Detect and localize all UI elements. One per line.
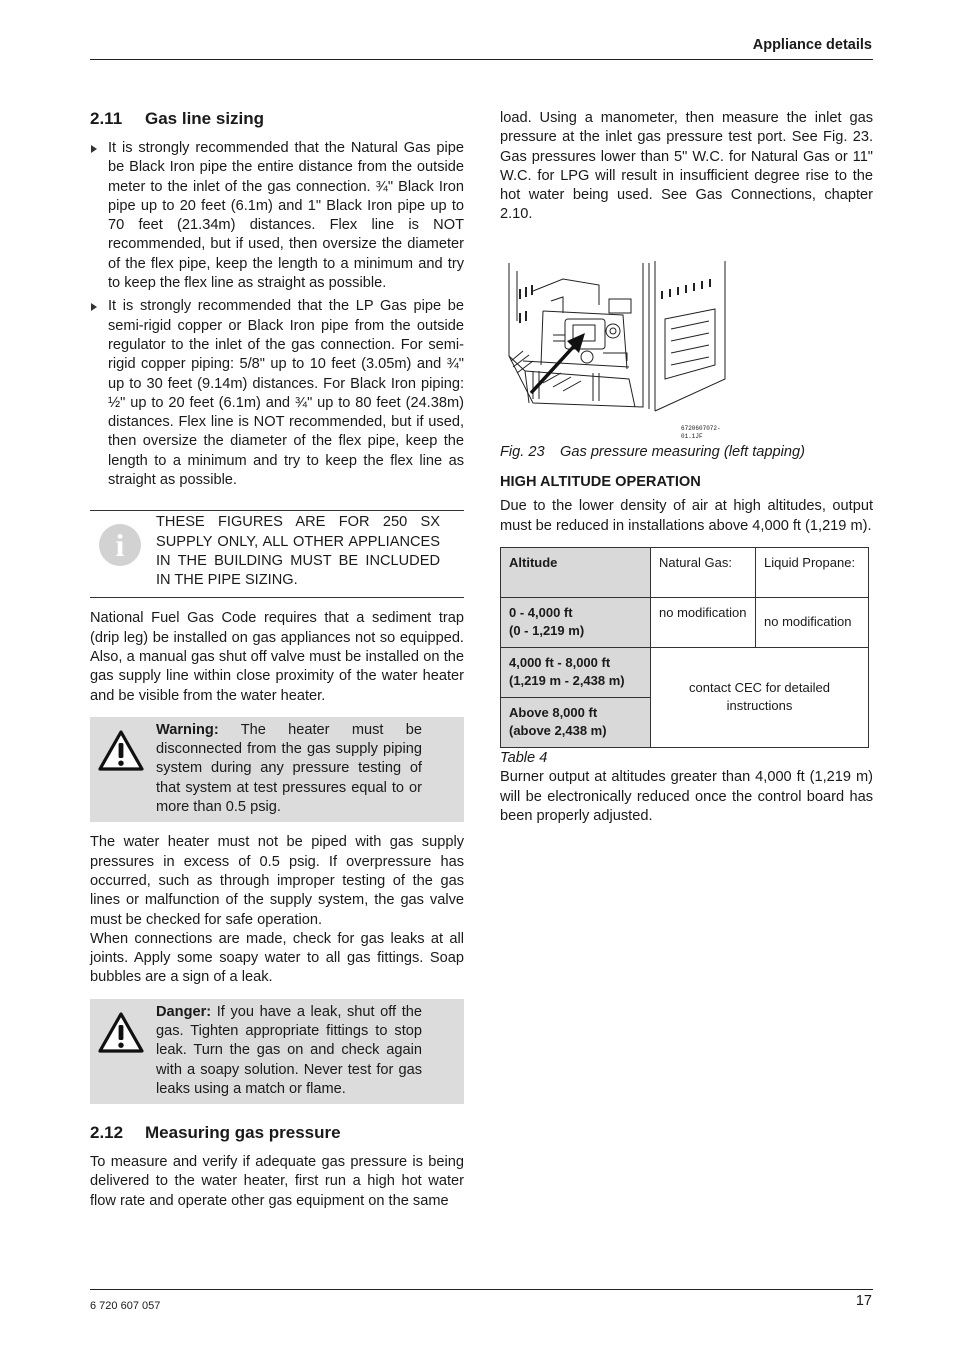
- high-altitude-closing: Burner output at altitudes greater than 4,000 ft (1,219 m) will be electronically reduced once the control board has been properly adjusted.: [500, 769, 873, 824]
- table-cell-altitude: [501, 597, 651, 647]
- table-cell: no modification: [756, 597, 869, 647]
- triangle-bullet-icon: [91, 303, 97, 311]
- running-header: Appliance details: [752, 37, 872, 53]
- table-header-cell: Liquid Propane:: [756, 547, 869, 597]
- section-heading-gas-line-sizing: [90, 108, 464, 130]
- footer-rule: [90, 1289, 873, 1290]
- document-number: 6 720 607 057: [90, 1300, 161, 1312]
- figure-code: 6720607072-01.1JF: [681, 424, 721, 440]
- table-caption: Table 4: [500, 749, 548, 766]
- table-cell-altitude: [501, 647, 651, 697]
- danger-text: If you have a leak, shut off the gas. Tighten appropriate fittings to stop leak. Turn the gas on and check again with a soapy solution. Never test for gas leaks using a match or flame.: [156, 1003, 422, 1097]
- list-item: [90, 139, 464, 293]
- figure-number: Fig. 23: [500, 443, 545, 460]
- high-altitude-heading: HIGH ALTITUDE OPERATION: [500, 474, 701, 491]
- danger-box: [90, 999, 464, 1104]
- danger-triangle-icon: [98, 1011, 144, 1053]
- water-heater-illustration: [503, 261, 729, 437]
- list-item-text: It is strongly recommended that the LP Gas pipe be semi-rigid copper or Black Iron pipe from the outside regulator to the inlet of the gas connection. For semi-rigid copper piping: 5/8" up to 10 feet (3.05m) and ¾" up to 30 feet (9.14m) distances. For Black Iron piping: ½" up to 20 feet (6.1m) and ¾" up to 80 feet (24.38m) distances. Flex line is NOT recommended, but if used, then oversize the diameter of the flex pipe, keep the length to a minimum and try to keep the flex line as straight as possible.: [108, 298, 464, 489]
- paragraph-fuel-code: National Fuel Gas Code requires that a sediment trap (drip leg) be installed on gas appliances not so equipped. Also, a manual gas shut off valve must be installed on the gas supply line within close proximity of the water heater and be visible from the water heater.: [90, 610, 464, 704]
- danger-label: Danger:: [156, 1003, 212, 1020]
- paragraph-leaks: When connections are made, check for gas leaks at all joints. Apply some soapy water to all gas fittings. Soap bubbles are a sign of a leak.: [90, 930, 464, 986]
- table-cell-altitude: [501, 697, 651, 747]
- table-header-row: [501, 547, 869, 597]
- high-altitude-intro: Due to the lower density of air at high altitudes, output must be reduced in installations above 4,000 ft (1,219 m).: [500, 498, 873, 534]
- header-rule: [90, 59, 873, 60]
- paragraph-measuring-right: load. Using a manometer, then measure the inlet gas pressure at the inlet gas pressure test port. See Fig. 23. Gas pressures lower than 5" W.C. for Natural Gas or 11" W.C. for LPG will result in insufficient degree rise to the hot water being used. See Gas Connections, chapter 2.10.: [500, 110, 873, 223]
- table-cell: no modification: [651, 597, 756, 647]
- section-title: Gas line sizing: [145, 109, 265, 128]
- altitude-m: (0 - 1,219 m): [509, 622, 585, 638]
- warning-triangle-icon: [98, 729, 144, 771]
- warning-text: The heater must be disconnected from the gas supply piping system during any pressure testing of that system at test pressures equal to or more than 0.5 psig.: [156, 721, 422, 816]
- left-column: [90, 108, 464, 1211]
- info-icon: i: [99, 524, 141, 566]
- altitude-ft: 0 - 4,000 ft: [509, 604, 573, 620]
- page-number: 17: [855, 1293, 872, 1309]
- altitude-m: (above 2,438 m): [509, 722, 607, 738]
- altitude-ft: Above 8,000 ft: [509, 704, 598, 720]
- triangle-bullet-icon: [91, 145, 97, 153]
- section-number: 2.11: [90, 109, 123, 128]
- right-column: [500, 109, 873, 826]
- list-item-text: It is strongly recommended that the Natural Gas pipe be Black Iron pipe the entire distance from the outside meter to the inlet of the gas connection. ¾" Black Iron pipe up to 20 feet (6.1m) and 1" Black Iron pipe up to 70 feet (21.34m) distances. Flex line is NOT recommended, but if used, then oversize the diameter of the flex pipe, keep the length to a minimum and try to keep the flex line as straight as possible.: [108, 140, 464, 292]
- table-row: [501, 647, 869, 697]
- table-cell-merged-note: [651, 647, 869, 747]
- paragraph-overpressure: The water heater must not be piped with gas supply pressures in excess of 0.5 psig. If overpressure has occurred, such as through improper testing of the gas lines or malfunction of the supply system, the gas valve must be checked for safe operation.: [90, 834, 464, 928]
- table-header-cell: Altitude: [501, 547, 651, 597]
- figure-gas-pressure-measuring: [503, 261, 729, 440]
- section-title: Measuring gas pressure: [145, 1123, 341, 1143]
- warning-box: [90, 717, 464, 822]
- table-row: [501, 597, 869, 647]
- list-item: [90, 297, 464, 490]
- figure-caption: [500, 443, 873, 462]
- warning-label: Warning:: [156, 721, 219, 738]
- section-heading-measuring-gas-pressure: [90, 1122, 464, 1144]
- altitude-table: [500, 547, 869, 748]
- table-header-cell: Natural Gas:: [651, 547, 756, 597]
- section-number: 2.12: [90, 1123, 124, 1143]
- info-note-text: THESE FIGURES ARE FOR 250 SX SUPPLY ONLY, ALL OTHER APPLIANCES IN THE BUILDING MUST BE INCLUDED IN THE PIPE SIZING.: [156, 514, 440, 589]
- altitude-m: (1,219 m - 2,438 m): [509, 672, 625, 688]
- altitude-ft: 4,000 ft - 8,000 ft: [509, 654, 611, 670]
- figure-caption-text: Gas pressure measuring (left tapping): [560, 443, 805, 460]
- paragraph-measuring-left: To measure and verify if adequate gas pressure is being delivered to the water heater, first run a high hot water flow rate and operate other gas equipment on the same: [90, 1154, 464, 1209]
- info-note-box: [90, 510, 464, 598]
- merged-note-text: contact CEC for detailed instructions: [689, 680, 830, 714]
